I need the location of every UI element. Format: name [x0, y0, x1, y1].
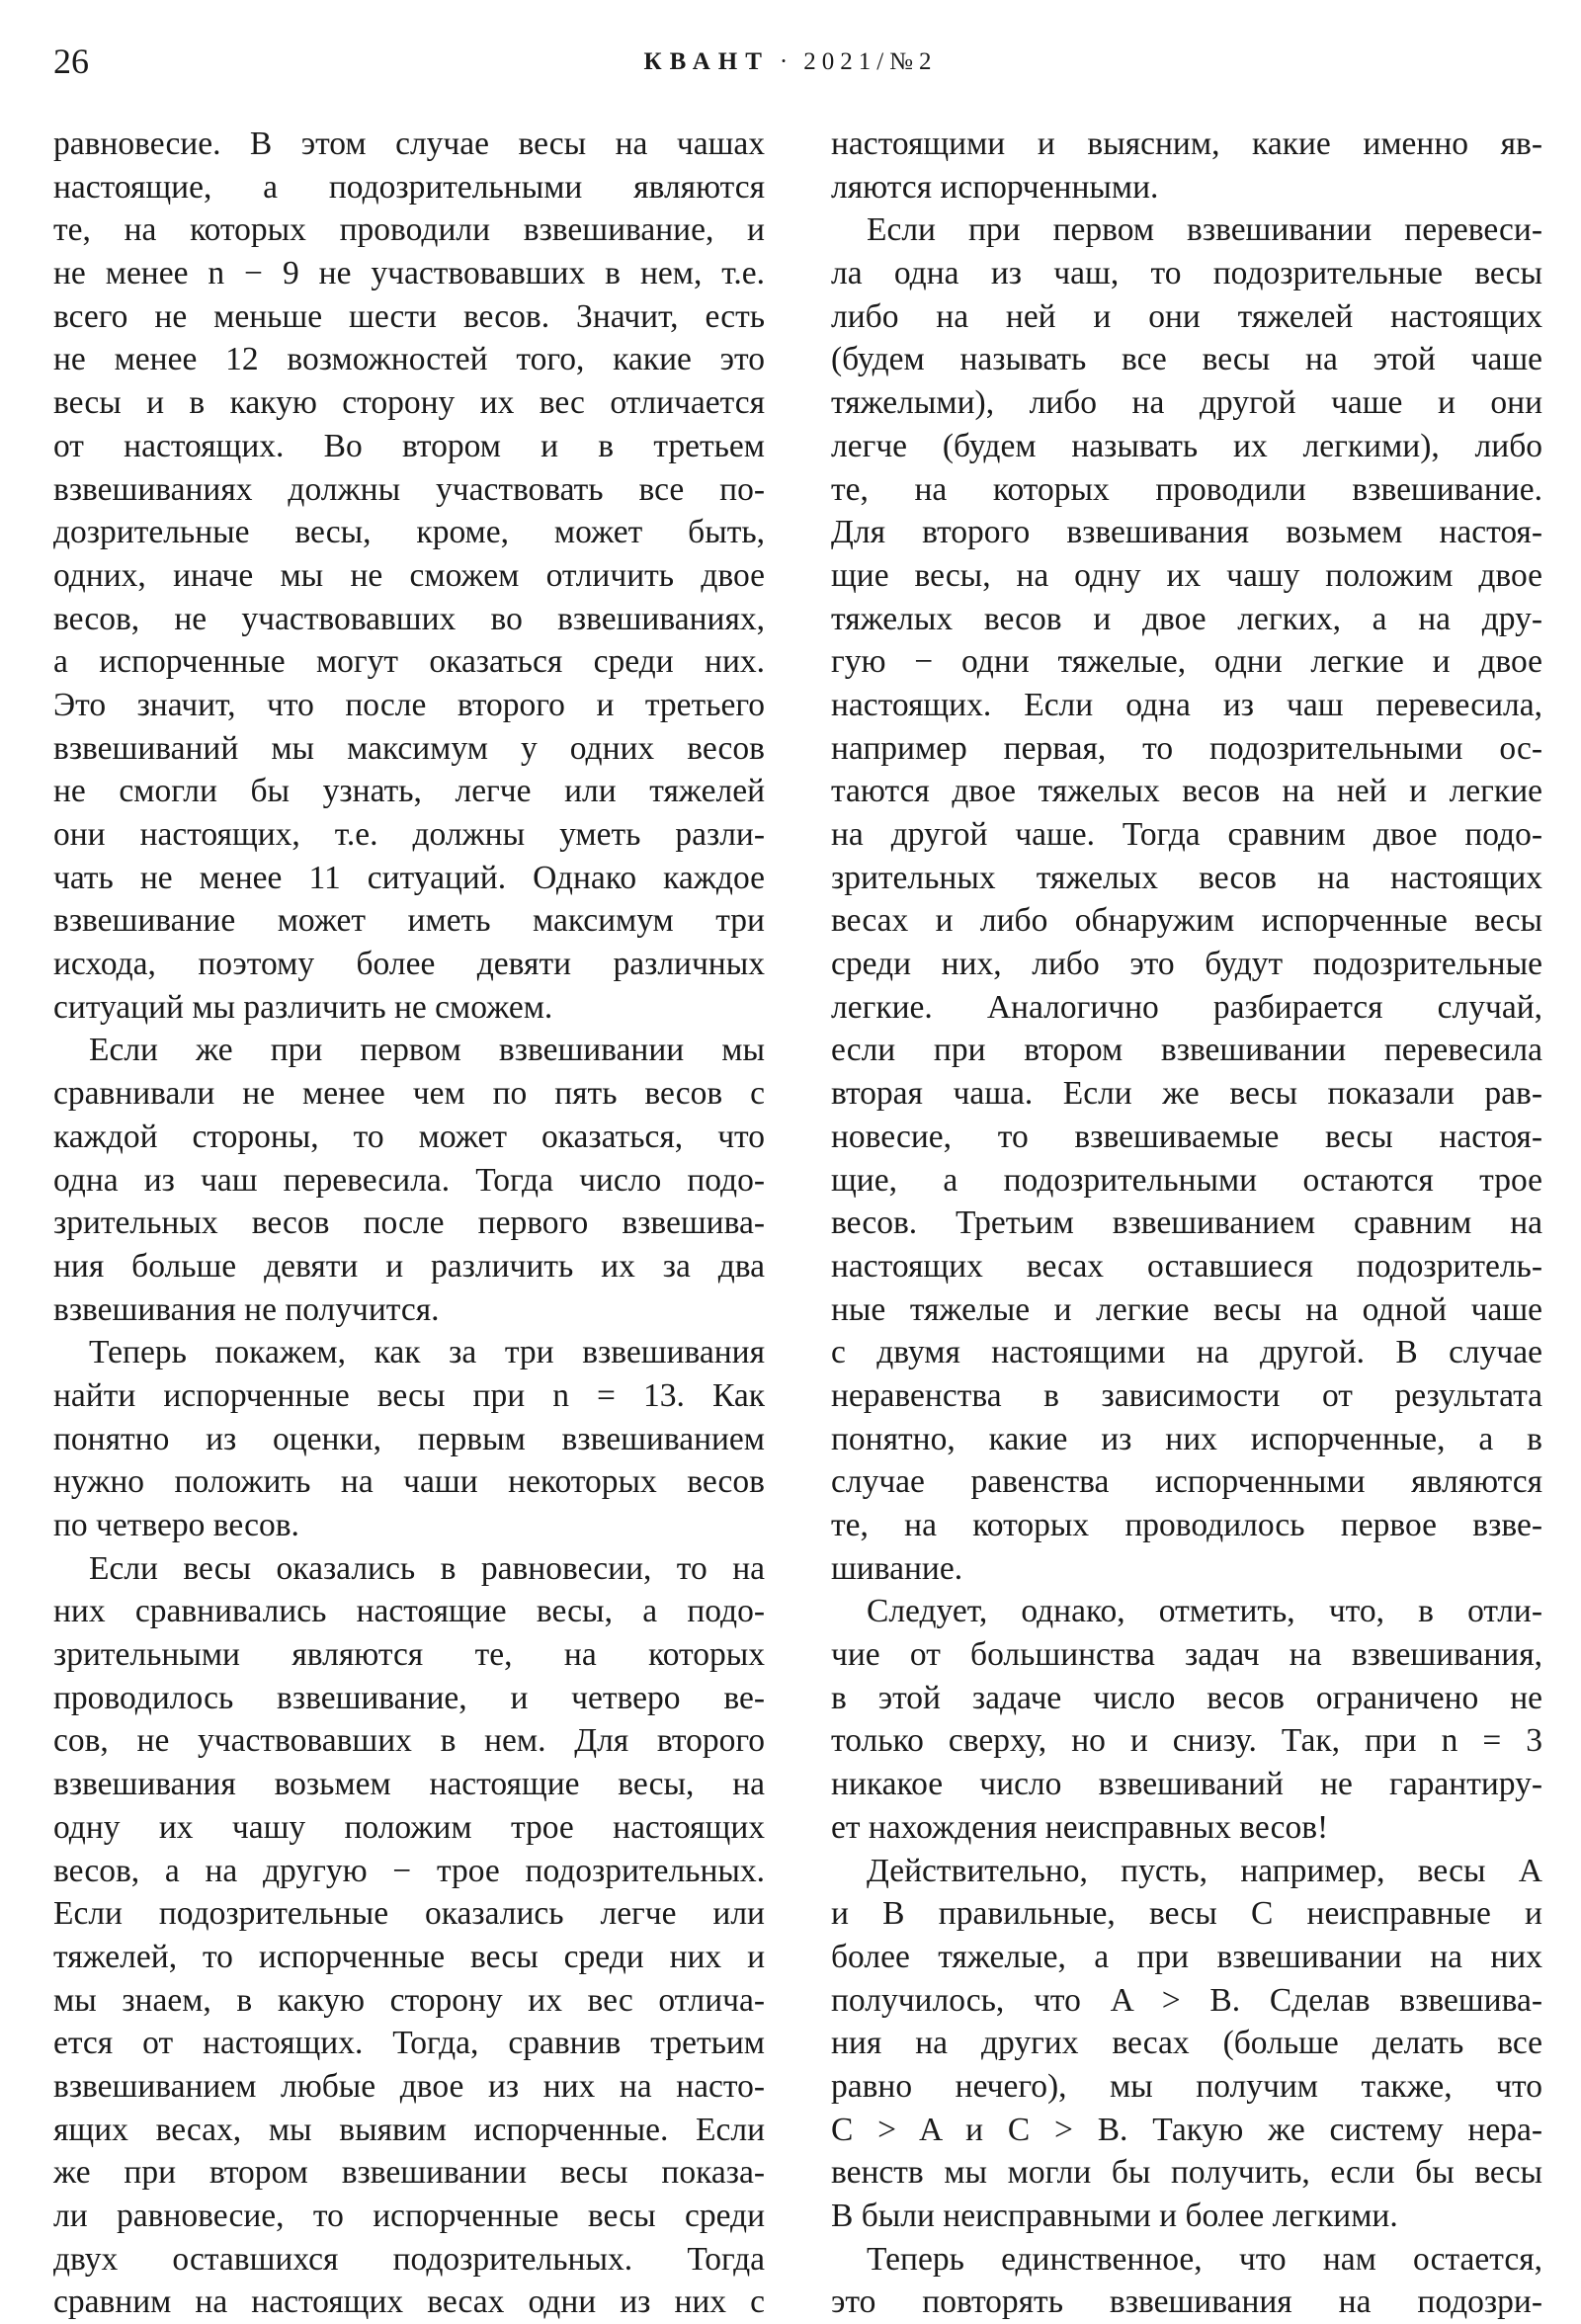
- page-number: 26: [53, 42, 89, 81]
- text-line: взвешивание может иметь максимум три: [53, 902, 765, 940]
- text-line: случае равенства испорченными являются: [831, 1463, 1542, 1501]
- text-line: C > A и C > B. Такую же систему нера-: [831, 2111, 1542, 2148]
- text-line: не менее n − 9 не участвовавших в нем, т.е.: [53, 255, 765, 292]
- text-line: а испорченные могут оказаться среди них.: [53, 643, 765, 681]
- text-line: двух оставшихся подозрительных. Тогда: [53, 2240, 765, 2278]
- text-line: в этой задаче число весов ограничено не: [831, 1679, 1542, 1716]
- text-line: ния больше девяти и различить их за два: [53, 1247, 765, 1285]
- left-column: [53, 123, 765, 2324]
- text-line: Если подозрительные оказались легче или: [53, 1895, 765, 1933]
- text-line: настоящих весах оставшиеся подозритель-: [831, 1247, 1542, 1285]
- text-line: Теперь покажем, как за три взвешивания: [89, 1334, 765, 1371]
- text-line: Теперь единственное, что нам остается,: [867, 2240, 1542, 2278]
- text-line: весов. Третьим взвешиванием сравним на: [831, 1204, 1542, 1242]
- text-line: чать не менее 11 ситуаций. Однако каждое: [53, 859, 765, 896]
- text-line: щие весы, на одну их чашу положим двое: [831, 556, 1542, 594]
- text-line: них сравнивались настоящие весы, а подо-: [53, 1593, 765, 1630]
- text-line: тяжелых весов и двое легких, а на дру-: [831, 600, 1542, 637]
- text-line: понятно из оценки, первым взвешиванием: [53, 1420, 765, 1457]
- text-line: например первая, то подозрительными ос-: [831, 729, 1542, 767]
- text-line: весах и либо обнаружим испорченные весы: [831, 902, 1542, 940]
- text-line: тяжелыми), либо на другой чаше и они: [831, 384, 1542, 422]
- text-line: одна из чаш перевесила. Тогда число подо-: [53, 1161, 765, 1199]
- text-line: весов, а на другую − трое подозрительных.: [53, 1852, 765, 1889]
- right-column: [831, 123, 1542, 2324]
- text-line: от настоящих. Во втором и в третьем: [53, 427, 765, 464]
- text-line: вторая чаша. Если же весы показали рав-: [831, 1075, 1542, 1113]
- text-line: ляются испорченными.: [831, 168, 1159, 206]
- text-line: сов, не участвовавших в нем. Для второго: [53, 1722, 765, 1760]
- text-line: взвешиваниях должны участвовать все по-: [53, 470, 765, 508]
- text-line: сравним на настоящих весах одни из них с: [53, 2283, 765, 2321]
- text-line: гую − одни тяжелые, одни легкие и двое: [831, 643, 1542, 681]
- text-line: взвешивания не получится.: [53, 1290, 440, 1328]
- text-line: только сверху, но и снизу. Так, при n = 3: [831, 1722, 1542, 1760]
- text-line: чие от большинства задач на взвешивания,: [831, 1636, 1542, 1674]
- text-line: настоящих. Если одна из чаш перевесила,: [831, 686, 1542, 723]
- text-line: более тяжелые, а при взвешивании на них: [831, 1938, 1542, 1975]
- text-line: с двумя настоящими на другой. В случае: [831, 1334, 1542, 1371]
- text-line: зрительными являются те, на которых: [53, 1636, 765, 1674]
- text-line: весы и в какую сторону их вес отличается: [53, 384, 765, 422]
- text-line: всего не меньше шести весов. Значит, есть: [53, 297, 765, 335]
- text-line: неравенства в зависимости от результата: [831, 1376, 1542, 1414]
- text-line: и B правильные, весы C неисправные и: [831, 1895, 1542, 1933]
- text-line: взвешивания возьмем настоящие весы, на: [53, 1766, 765, 1803]
- text-line: Если же при первом взвешивании мы: [89, 1032, 765, 1069]
- header-separator: ·: [779, 48, 794, 75]
- text-line: среди них, либо это будут подозрительные: [831, 946, 1542, 983]
- text-line: Если при первом взвешивании перевеси-: [867, 211, 1542, 249]
- text-line: тяжелей, то испорченные весы среди них и: [53, 1938, 765, 1975]
- text-line: не смогли бы узнать, легче или тяжелей: [53, 773, 765, 810]
- text-line: венств мы могли бы получить, если бы весы: [831, 2154, 1542, 2192]
- text-line: они настоящих, т.е. должны уметь разли-: [53, 816, 765, 853]
- text-line: по четверо весов.: [53, 1507, 299, 1543]
- text-line: взвешиванием любые двое из них на насто-: [53, 2067, 765, 2105]
- text-line: новесие, то взвешиваемые весы настоя-: [831, 1118, 1542, 1155]
- running-head: [0, 47, 1581, 77]
- text-line: одних, иначе мы не сможем отличить двое: [53, 556, 765, 594]
- text-line: равно нечего), мы получим также, что: [831, 2067, 1542, 2105]
- text-line: те, на которых проводили взвешивание.: [831, 470, 1542, 508]
- text-line: таются двое тяжелых весов на ней и легкие: [831, 773, 1542, 810]
- text-line: (будем называть все весы на этой чаше: [831, 341, 1542, 378]
- text-line: получилось, что A > B. Сделав взвешива-: [831, 1981, 1542, 2019]
- text-line: легкие. Аналогично разбирается случай,: [831, 988, 1542, 1026]
- text-line: те, на которых проводили взвешивание, и: [53, 211, 765, 249]
- text-line: одну их чашу положим трое настоящих: [53, 1808, 765, 1846]
- text-line: это повторять взвешивания на подозри-: [831, 2283, 1542, 2321]
- text-line: Это значит, что после второго и третьего: [53, 686, 765, 723]
- text-line: дозрительные весы, кроме, может быть,: [53, 514, 765, 551]
- text-line: взвешиваний мы максимум у одних весов: [53, 729, 765, 767]
- text-line: зрительных весов после первого взвешива-: [53, 1204, 765, 1242]
- text-line: ет нахождения неисправных весов!: [831, 1808, 1329, 1846]
- text-line: на другой чаше. Тогда сравним двое подо-: [831, 816, 1542, 853]
- text-line: ется от настоящих. Тогда, сравнив третьим: [53, 2025, 765, 2062]
- text-line: если при втором взвешивании перевесила: [831, 1032, 1542, 1069]
- text-line: B были неисправными и более легкими.: [831, 2198, 1398, 2234]
- text-line: найти испорченные весы при n = 13. Как: [53, 1376, 765, 1414]
- text-line: Для второго взвешивания возьмем настоя-: [831, 514, 1542, 551]
- text-line: ящих весах, мы выявим испорченные. Если: [53, 2111, 765, 2148]
- text-line: либо на ней и они тяжелей настоящих: [831, 297, 1542, 335]
- text-line: никакое число взвешиваний не гарантиру-: [831, 1766, 1542, 1803]
- text-line: проводилось взвешивание, и четверо ве-: [53, 1679, 765, 1716]
- text-line: не менее 12 возможностей того, какие это: [53, 341, 765, 378]
- text-line: Следует, однако, отметить, что, в отли-: [867, 1593, 1542, 1630]
- text-line: исхода, поэтому более девяти различных: [53, 946, 765, 983]
- text-line: те, на которых проводилось первое взве-: [831, 1507, 1542, 1543]
- text-line: каждой стороны, то может оказаться, что: [53, 1118, 765, 1155]
- text-line: же при втором взвешивании весы показа-: [53, 2154, 765, 2192]
- text-line: ния на других весах (больше делать все: [831, 2025, 1542, 2062]
- text-line: понятно, какие из них испорченные, а в: [831, 1420, 1542, 1457]
- text-line: равновесие. В этом случае весы на чашах: [53, 125, 765, 162]
- text-line: весов, не участвовавших во взвешиваниях,: [53, 600, 765, 637]
- text-line: ситуаций мы различить не сможем.: [53, 988, 553, 1026]
- text-line: ли равновесие, то испорченные весы среди: [53, 2198, 765, 2234]
- text-line: ла одна из чаш, то подозрительные весы: [831, 255, 1542, 292]
- text-line: ные тяжелые и легкие весы на одной чаше: [831, 1290, 1542, 1328]
- text-line: настоящие, а подозрительными являются: [53, 168, 765, 206]
- text-line: шивание.: [831, 1549, 963, 1587]
- text-line: щие, а подозрительными остаются трое: [831, 1161, 1542, 1199]
- text-line: сравнивали не менее чем по пять весов с: [53, 1075, 765, 1113]
- text-line: нужно положить на чаши некоторых весов: [53, 1463, 765, 1501]
- text-line: зрительных тяжелых весов на настоящих: [831, 859, 1542, 896]
- issue-number: 2021/№2: [803, 48, 938, 75]
- journal-title: КВАНТ: [643, 48, 770, 75]
- text-line: легче (будем называть их легкими), либо: [831, 427, 1542, 464]
- text-line: мы знаем, в какую сторону их вес отлича-: [53, 1981, 765, 2019]
- text-line: настоящими и выясним, какие именно яв-: [831, 125, 1542, 162]
- text-line: Действительно, пусть, например, весы A: [867, 1852, 1542, 1889]
- text-line: Если весы оказались в равновесии, то на: [89, 1549, 765, 1587]
